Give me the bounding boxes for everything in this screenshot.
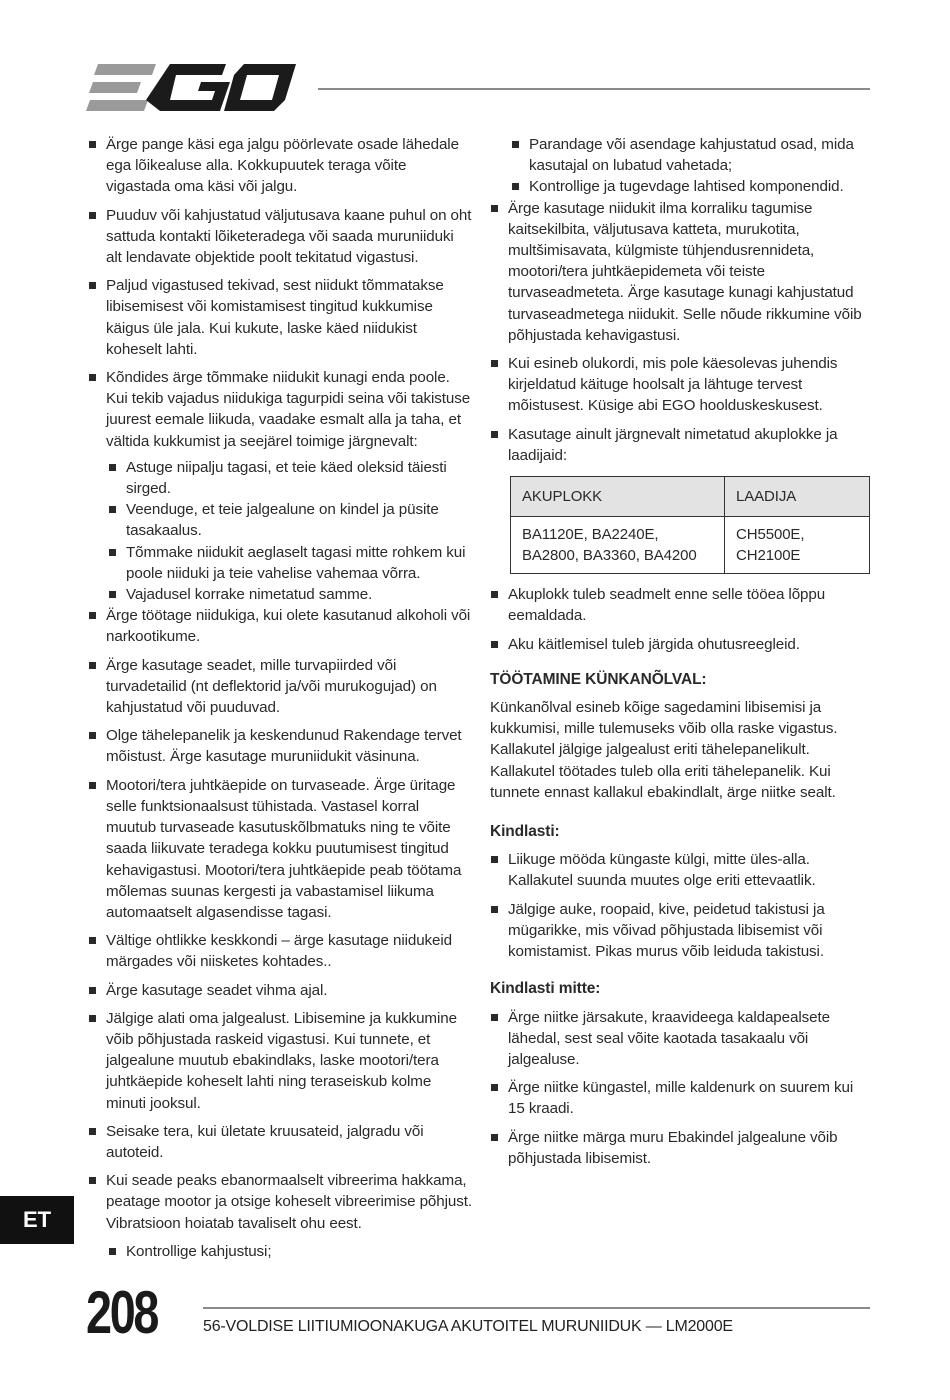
slope-section-heading: TÖÖTAMINE KÜNKANÕLVAL: [490, 670, 707, 688]
left-bullet-list-a [88, 134, 472, 452]
list-item: Ärge niitke järsakute, kraavideega kaldapealsete lähedal, sest seal võite kaotada tasakaalu või jalgealuse. [490, 1007, 872, 1071]
table-header-cell: LAADIJA [725, 477, 870, 517]
sub-list-item: Tõmmake niidukit aeglaselt tagasi mitte rohkem kui poole niiduki ja teie vahelise vahemaa võrra. [108, 542, 472, 584]
do-bullet-list [490, 849, 872, 962]
page-number: 208 [86, 1279, 158, 1346]
list-item: Puuduv või kahjustatud väljutusava kaane puhul on oht sattuda kontakti lõiketeradega või saada muruniiduki alt lendavate objektide poolt tekitatud vigastusi. [88, 205, 472, 269]
sub-list-item: Veenduge, et teie jalgealune on kindel ja püsite tasakaalus. [108, 499, 472, 541]
list-item: Kui esineb olukordi, mis pole käesolevas juhendis kirjeldatud käituge hoolsalt ja lähtuge tervest mõistusest. Küsige abi EGO hoolduskeskusest. [490, 353, 872, 417]
table-header-cell: AKUPLOKK [511, 477, 725, 517]
left-bullet-list-b [88, 605, 472, 1233]
list-item: Akuplokk tuleb seadmelt enne selle tööea lõppu eemaldada. [490, 584, 872, 626]
dont-heading: Kindlasti mitte: [490, 980, 601, 998]
sub-list-item: Vajadusel korrake nimetatud samme. [108, 584, 472, 605]
do-heading: Kindlasti: [490, 823, 560, 841]
list-item: Liikuge mööda küngaste külgi, mitte üles-alla. Kallakutel suunda muutes olge eriti ettevaatlik. [490, 849, 872, 891]
sub-list-item: Parandage või asendage kahjustatud osad, mida kasutajal on lubatud vahetada; [511, 134, 872, 176]
footer-rule [203, 1307, 870, 1309]
sub-list-item: Astuge niipalju tagasi, et teie käed oleksid täiesti sirged. [108, 457, 472, 499]
table-cell: CH5500E, CH2100E [725, 517, 870, 574]
list-item: Olge tähelepanelik ja keskendunud Rakendage tervet mõistust. Ärge kasutage muruniidukit väsinuna. [88, 725, 472, 767]
header-rule [318, 88, 870, 90]
table-header-row [511, 477, 870, 517]
footer-title: 56-VOLDISE LIITIUMIOONAKUGA AKUTOITEL MURUNIIDUK — LM2000E [203, 1318, 733, 1335]
list-item: Ärge kasutage seadet, mille turvapiirded või turvadetailid (nt deflektorid ja/või murukogujad) on kahjustatud või puuduvad. [88, 655, 472, 719]
backing-steps-list [108, 457, 472, 605]
list-item: Ärge töötage niidukiga, kui olete kasutanud alkoholi või narkootikume. [88, 605, 472, 647]
table-row [511, 517, 870, 574]
list-item: Jälgige auke, roopaid, kive, peidetud takistusi ja mügarikke, mis võivad põhjustada libisemist või komistamist. Pikas murus võib leiduda takistusi. [490, 899, 872, 963]
list-item: Ärge kasutage seadet vihma ajal. [88, 980, 472, 1001]
slope-paragraph: Künkanõlval esineb kõige sagedamini libisemisi ja kukkumisi, mille tulemuseks võib olla raske vigastus. Kallakutel jälgige jalgealust eriti tähelepanelikult. Kallakutel töötades tuleb olla eriti tähelepanelik. Kui tunnete ennast kallakul ebakindlalt, ärge niitke sealt. [490, 699, 838, 801]
right-column [490, 134, 872, 1176]
dont-bullet-list [490, 1007, 872, 1169]
vibration-steps-list [108, 1241, 472, 1262]
list-item: Ärge niitke küngastel, mille kaldenurk on suurem kui 15 kraadi. [490, 1077, 872, 1119]
list-item: Aku käitlemisel tuleb järgida ohutusreegleid. [490, 634, 872, 655]
list-item: Kui seade peaks ebanormaalselt vibreerima hakkama, peatage mootor ja otsige koheselt vibreerimise põhjust. Vibratsioon hoiatab tavaliselt ohu eest. [88, 1170, 472, 1234]
list-item: Seisake tera, kui ületate kruusateid, jalgradu või autoteid. [88, 1121, 472, 1163]
table-cell: BA1120E, BA2240E, BA2800, BA3360, BA4200 [511, 517, 725, 574]
right-bullet-list-a [490, 198, 872, 466]
list-item: Ärge pange käsi ega jalgu pöörlevate osade lähedale ega lõikealuse alla. Kokkupuutek teraga võite vigastada oma käsi või jalgu. [88, 134, 472, 198]
sub-list-item: Kontrollige ja tugevdage lahtised komponendid. [511, 176, 872, 197]
list-item: Jälgige alati oma jalgealust. Libisemine ja kukkumine võib põhjustada raskeid vigastusi. Kui tunnete, et jalgealune muutub ebakindlaks, laske mootori/tera juhtkäepide koheselt lahti ning teraseiskub kolme minuti jooksul. [88, 1008, 472, 1114]
left-column [88, 134, 472, 1262]
list-item: Vältige ohtlikke keskkondi – ärge kasutage niidukeid märgades või niisketes kohtades.. [88, 930, 472, 972]
right-bullet-list-b [490, 584, 872, 655]
sub-list-item: Kontrollige kahjustusi; [108, 1241, 472, 1262]
ego-logo [86, 62, 298, 114]
battery-charger-table [510, 476, 870, 574]
list-item: Ärge niitke märga muru Ebakindel jalgealune võib põhjustada libisemist. [490, 1127, 872, 1169]
language-tab: ET [0, 1196, 74, 1244]
list-item: Paljud vigastused tekivad, sest niidukt tõmmatakse libisemisest või komistamisest tingitud kukkumise käigus üle jala. Kui kukute, laske käed niidukist koheselt lahti. [88, 275, 472, 360]
list-item: Kasutage ainult järgnevalt nimetatud akuplokke ja laadijaid: [490, 424, 872, 466]
vibration-steps-continued-list [511, 134, 872, 198]
list-item: Kõndides ärge tõmmake niidukit kunagi enda poole. Kui tekib vajadus niidukiga tagurpidi seina või takistuse juurest eemale liikuda, vaadake esmalt alla ja taha, et vältida kukkumist ja seejärel toimige järgnevalt: [88, 367, 472, 452]
list-item: Ärge kasutage niidukit ilma korraliku tagumise kaitsekilbita, väljutusava katteta, murukotita, multšimisavata, külgmiste tühjendusrennideta, mootori/tera juhtkäepidemeta või teiste turvaseadmeteta. Ärge kasutage kunagi kahjustatud turvaseadmetega niidukit. Selle nõude rikkumine võib põhjustada kehavigastusi. [490, 198, 872, 346]
list-item: Mootori/tera juhtkäepide on turvaseade. Ärge üritage selle funktsionaalsust tühistada. Vastasel korral muutub turvaseade kasutuskõlbmatuks ning te võite saada liikuvate teradega kokku puutumisest tingitud kehavigastusi. Mootori/tera juhtkäepide peab töötama mõlemas suunas kergesti ja vabastamisel liikuma automaatselt algasendisse tagasi. [88, 775, 472, 923]
